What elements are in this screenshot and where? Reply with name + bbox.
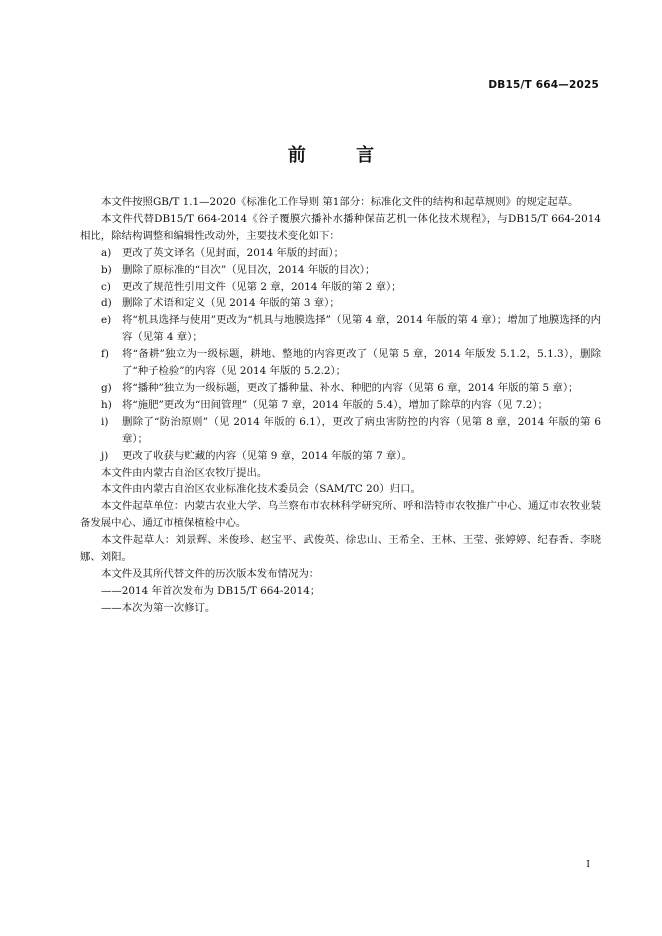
paragraph-replacement: 本文件代替DB15/T 664-2014《谷子覆膜穴播补水播种保苗艺机一体化技术规程》，与DB15/T 664-2014相比，除结构调整和编辑性改动外，主要技术变化如下： <box>80 212 601 242</box>
list-text: 将“播种”独立为一级标题，更改了播种量、补水、种肥的内容（见第 6 章，2014 年版的第 5 章）； <box>122 381 579 394</box>
list-text: 删除了术语和定义（见 2014 年版的第 3 章）； <box>122 297 340 310</box>
change-item-a <box>80 245 601 262</box>
change-item-d <box>80 295 601 312</box>
change-item-g <box>80 380 601 397</box>
list-label: b) <box>101 263 112 276</box>
list-text: 将“机具选择与使用”更改为“机具与地膜选择”（见第 4 章，2014 年版的第 4 章）；增加了地膜选择的内容（见第 4 章）； <box>122 314 601 344</box>
paragraph-drafting-rules: 本文件按照GB/T 1.1—2020《标准化工作导则 第1部分：标准化文件的结构和起草规则》的规定起草。 <box>101 196 579 208</box>
list-label: e) <box>101 314 112 327</box>
change-item-f <box>80 346 601 380</box>
list-label: i) <box>101 415 109 428</box>
paragraph-committee: 本文件由内蒙古自治区农业标准化技术委员会（SAM/TC 20）归口。 <box>101 483 421 496</box>
list-label: f) <box>101 348 109 361</box>
change-item-c <box>80 279 601 296</box>
list-label: d) <box>101 297 112 310</box>
foreword-body <box>80 194 601 617</box>
list-text: 删除了原标准的“目次”（见目次，2014 年版的目次）； <box>122 263 376 276</box>
list-label: g) <box>101 381 112 394</box>
change-item-h <box>80 397 601 414</box>
paragraph-drafters: 本文件起草人：刘景辉、米俊珍、赵宝平、武俊英、徐忠山、王希全、王林、王莹、张婷婷、纪春香、李晓娜、刘阳。 <box>80 534 601 564</box>
list-text: 将“施肥”更改为“田间管理”（见第 7 章，2014 年版的 5.4），增加了除草的内容（见 7.2）； <box>122 398 548 411</box>
list-label: c) <box>101 280 111 293</box>
list-text: 更改了英文译名（见封面，2014 年版的封面）； <box>122 246 344 259</box>
paragraph-proposer: 本文件由内蒙古自治区农牧厅提出。 <box>101 466 268 479</box>
paragraph-history-intro: 本文件及其所代替文件的历次版本发布情况为： <box>101 567 320 580</box>
list-text: 将“备耕”独立为一级标题，耕地、整地的内容更改了（见第 5 章，2014 年版发 5.1.2，5.1.3），删除了“种子检验”的内容（见 2014 年版的 5.2.2）； <box>122 348 601 378</box>
change-item-e <box>80 312 601 346</box>
history-item-2014: ——2014 年首次发布为 DB15/T 664-2014； <box>101 584 321 597</box>
change-item-b <box>80 262 601 279</box>
list-text: 更改了收获与贮藏的内容（见第 9 章，2014 年版的第 7 章）。 <box>122 449 412 462</box>
document-id: DB15/T 664—2025 <box>488 79 599 91</box>
list-text: 删除了“防治原则”（见 2014 年版的 6.1），更改了病虫害防控的内容（见第 8 章，2014 年版的第 6 章）； <box>122 415 601 445</box>
change-item-j <box>80 448 601 465</box>
list-text: 更改了规范性引用文件（见第 2 章，2014 年版的第 2 章）； <box>122 280 402 293</box>
change-item-i <box>80 414 601 448</box>
list-label: a) <box>101 246 112 259</box>
list-label: j) <box>101 449 109 462</box>
history-item-current: ——本次为第一次修订。 <box>101 601 216 614</box>
page-number: I <box>586 859 590 870</box>
list-label: h) <box>101 398 112 411</box>
page-title: 前 言 <box>287 145 397 166</box>
paragraph-drafting-units: 本文件起草单位：内蒙古农业大学、乌兰察布市农林科学研究所、呼和浩特市农牧推广中心、通辽市农牧业装备发展中心、通辽市植保植检中心。 <box>80 500 601 530</box>
